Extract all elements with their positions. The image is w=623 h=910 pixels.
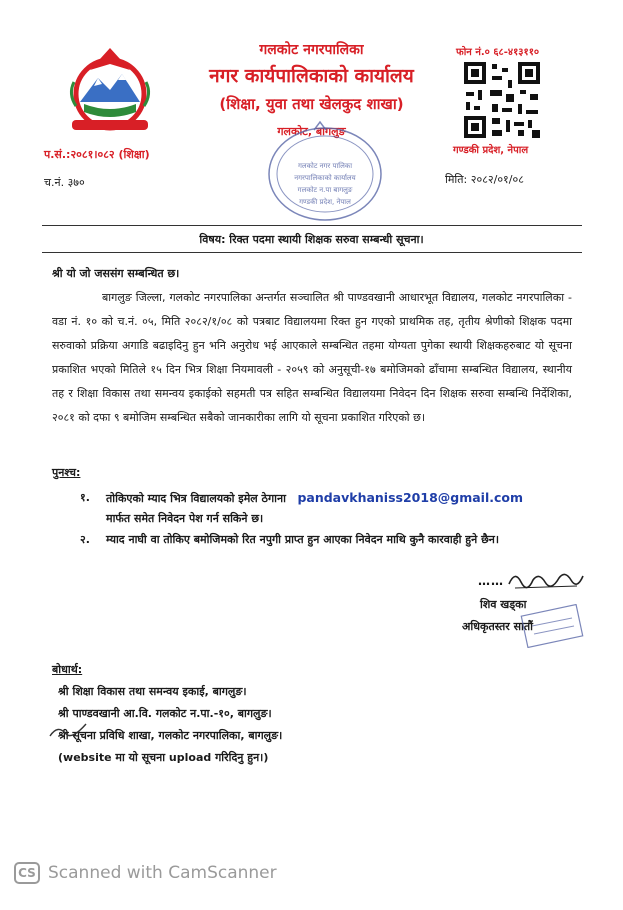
school-email-link[interactable]: pandavkhaniss2018@gmail.com	[297, 490, 524, 505]
letter-subject: विषय: रिक्त पदमा स्थायी शिक्षक सरुवा सम्बन्धी सूचना।	[199, 233, 424, 246]
postscript-item-text-after: मार्फत समेत निवेदन पेश गर्न सकिने छ।	[106, 512, 264, 525]
postscript-item-1	[80, 488, 570, 529]
cc-label: बोधार्थ:	[52, 663, 83, 676]
municipality-name: गलकोट नगरपालिका	[259, 42, 364, 58]
body-paragraph: बागलुङ जिल्ला, गलकोट नगरपालिका अन्तर्गत सञ्चालित श्री पाण्डवखानी आधारभूत विद्यालय, गलकोट नगरपालिका - वडा नं. १० को च.नं. ०५, मिति २०८२/१/०८ को पत्रबाट विद्यालयमा रिक्त हुन गएको प्राथमिक तह, तृतीय श्रेणीको शिक्षक पदमा सरुवाको प्रक्रिया अगाडि बढाइदिनु हुन भनि अनुरोध भई आएकाले सम्बन्धित तहमा योग्यता पुगेका स्थायी शिक्षकहरुबाट यो सूचना प्रकाशित भएको मितिले १५ दिन भित्र शिक्षा नियमावली - २०५९ को अनुसूची-१७ बमोजिमको ढाँचामा सम्बन्धित विद्यालय, स्थानीय तह र शिक्षा विकास तथा समन्वय इकाईको सहमती पत्र सहित सम्बन्धित विद्यालयमा निवेदन दिन शिक्षक सरुवा सम्बन्धि निर्देशिका, २०८१ को दफा ९ बमोजिम सम्बन्धित सबैको जानकारीका लागि यो सूचना प्रकाशित गरिएको छ।	[52, 291, 572, 424]
signature-dots: ……	[478, 574, 504, 588]
office-address: गलकोट, बागलुङ	[277, 125, 346, 138]
cc-item-1: श्री शिक्षा विकास तथा समन्वय इकाई, बागलुङ।	[58, 685, 247, 698]
reference-number: प.सं.:२०८१।०८२ (शिक्षा)	[44, 148, 150, 161]
signature-stamp-icon	[520, 604, 584, 648]
postscript-item-number: २.	[80, 533, 90, 546]
postscript-label: पुनश्च:	[52, 466, 81, 479]
qr-code-icon	[462, 60, 542, 140]
camscanner-watermark	[14, 862, 277, 884]
cc-item-3: श्री सूचना प्रविधि शाखा, गलकोट नगरपालिका, बागलुङ।	[58, 729, 283, 742]
stamp-text-4: गण्डकी प्रदेश, नेपाल	[299, 198, 351, 206]
postscript-item-text	[106, 488, 570, 529]
handwritten-mark-icon	[48, 720, 88, 742]
salutation: श्री यो जो जससंग सम्बन्धित छ।	[52, 267, 180, 280]
cc-item-2: श्री पाण्डवखानी आ.वि. गलकोट न.पा.-१०, बागलुङ।	[58, 707, 272, 720]
postscript-item-2	[80, 530, 570, 550]
header-divider-bottom	[42, 252, 582, 253]
stamp-ring-icon	[262, 118, 388, 226]
signatory-name: शिव खड्का	[480, 598, 527, 611]
body-paragraph-block	[52, 286, 572, 430]
stamp-text-3: गलकोट न.पा बागलुङ	[297, 186, 353, 194]
postscript-item-number: १.	[80, 491, 90, 504]
phone-number: फोन नं.० ६८-४१३११०	[456, 47, 540, 58]
header-divider-top	[42, 225, 582, 226]
letter-date: मिति: २०८२/०१/०८	[445, 173, 524, 186]
camscanner-text: Scanned with CamScanner	[48, 863, 277, 883]
stamp-text-1: गलकोट नगर पालिका	[297, 162, 353, 170]
postscript-item-text-before: तोकिएको म्याद भित्र विद्यालयको इमेल ठेगाना	[106, 492, 286, 505]
department-name: (शिक्षा, युवा तथा खेलकुद शाखा)	[219, 95, 404, 113]
cc-item-4: (website मा यो सूचना upload गरिदिनु हुन।)	[58, 751, 269, 764]
province-name: गण्डकी प्रदेश, नेपाल	[453, 145, 529, 156]
camscanner-logo-icon: CS	[14, 862, 40, 884]
stamp-text-2: नगरपालिकाको कार्यालय	[294, 174, 356, 182]
office-name: नगर कार्यपालिकाको कार्यालय	[209, 65, 414, 87]
handwritten-signature-icon	[505, 566, 585, 592]
office-stamp	[262, 118, 388, 226]
signatory-title: अधिकृतस्तर सातौं	[462, 620, 534, 633]
postscript-item-text: म्याद नाघी वा तोकिए बमोजिमको रित नपुगी प्राप्त हुन आएका निवेदन माथि कुनै कारवाही हुने छैन।	[106, 533, 500, 546]
dispatch-number: च.नं. ३७०	[44, 176, 85, 189]
